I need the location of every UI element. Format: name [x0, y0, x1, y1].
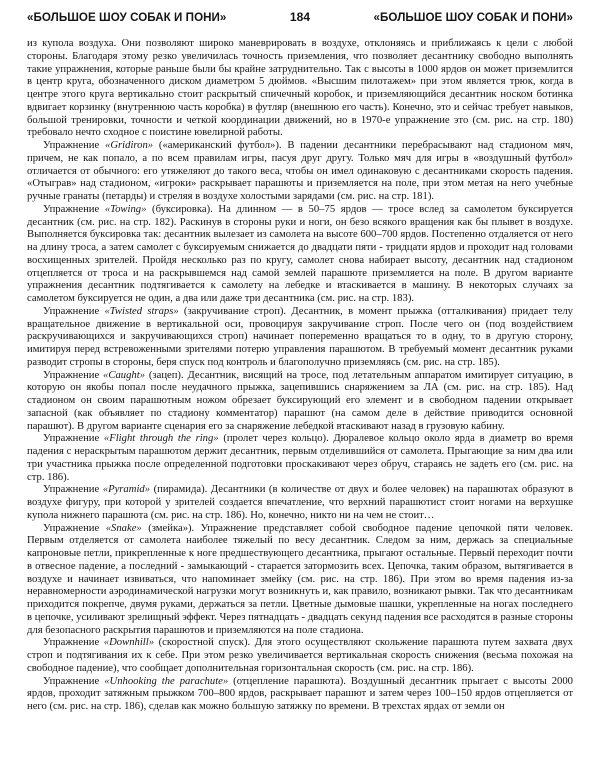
body-text: [27, 38, 573, 760]
exercise-name: «Snake»: [105, 522, 142, 534]
paragraph-gridiron: Упражнение «Gridiron» («американский футбол»). В падении десантники перебрасывают над стадионом мяч, причем, не как попало, а по всем правилам игры, пасуя друг другу. Только мяч для игры в «воздушный футбол» отличается от обычного: его утяжеляют до такого веса, чтобы он имел одинаковую с десантниками скорость падения. «Отыграв» над стадионом, «игроки» раскрывает парашюты и приземляется на поле, при этом метая на него учебные ручные гранаты (петарды) и стреляя в воздухе холостыми зарядами (см. рис. на стр. 181).: [27, 140, 573, 202]
exercise-name: «Pyramid»: [102, 484, 151, 496]
page-number: 184: [289, 10, 311, 24]
exercise-name: «Downhill»: [103, 637, 155, 649]
paragraph-downhill: Упражнение «Downhill» (скоростной спуск). Для этого осуществляют скольжение парашюта путем захвата двух строп и подтягивания их к себе. При этом резко увеличивается вертикальная скорость снижения (весьма похожая на свободное падение), что сообщает дополнительная горизонтальная скорость (см. рис. на стр. 186).: [27, 637, 573, 674]
exercise-name: «Twisted straps»: [104, 305, 179, 317]
exercise-name: «Towing»: [104, 203, 147, 215]
paragraph-towing: Упражнение «Towing» (буксировка). На длинном — в 50–75 ярдов — тросе вслед за самолетом буксируется десантник (см. рис. на стр. 182). Раскинув в стороны руки и ноги, он безо всякого вращения как бы плывет в воздухе. Выполняется буксировка так: десантник вылезает из самолета на высоте 600–700 ярдов. Постепенно отдаляется от него на длину троса, а затем самолет с буксируемым снижается до двадцати пяти - тридцати ярдов и проходит над головами восхищенных зрителей. Пройдя несколько раз по кругу, самолет снова набирает высоту, десантник над стадионом отцепляется от троса и на раскрывшемся над самой землей парашюте приземляется на поле. В другом варианте упражнения десантник подтягивается к самолету на лебедке и втаскивается в машину. В некоторых случаях за самолетом буксируется не один, а два или даже три десантника (см. рис. на стр. 183).: [27, 203, 573, 304]
header-right-title: «БОЛЬШОЕ ШОУ СОБАК И ПОНИ»: [373, 11, 573, 24]
paragraph-twisted-straps: Упражнение «Twisted straps» (закручивание строп). Десантник, в момент прыжка (отталкивания) придает телу вращательное движение в вертикальной оси, провоцируя закручивание строп. После чего он (под воздействием раскручивающихся и закручивающихся строп) начинает попеременно вращаться то в одну, то в другую сторону, имитируя перед встревоженными зрителями потерю управления парашютом. В требуемый момент десантник руками разводит стропы в стороны, беря спуск под контроль и благополучно приземляясь (см. рис. на стр. 185).: [27, 305, 573, 368]
exercise-name: «Caught»: [103, 369, 146, 381]
paragraph-1: из купола воздуха. Они позволяют широко маневрировать в воздухе, отклоняясь и приближаясь к цели с любой стороны. Благодаря этому резко увеличилась точность приземления, что позволяет десантнику свободно выполнять такие упражнения, которые раньше были бы крайне затруднительно. Так с высоты в 1000 ярдов он может приземлится в центр круга, обозначенного диском диаметром 5 дюймов. «Высшим пилотажем» при этом является трюк, когда в центре этого круга вертикально стоит раскрытый спичечный коробок, и приземляющийся десантник носком ботинка вдвигает корзинку (внутреннюю часть коробка) в футляр (внешнюю его часть). Конечно, это и сейчас требует навыков, большой тренировки, точности и четкой координации движений, но в 1970-е упражнение это (см. рис. на стр. 180) требовало нечто сходное с поистине ювелирной работы.: [27, 38, 573, 139]
exercise-name: «Gridiron»: [105, 140, 154, 151]
exercise-name: «Flight through the ring»: [103, 433, 219, 445]
exercise-name: «Unhooking the parachute»: [104, 675, 229, 687]
paragraph-unhooking: Упражнение «Unhooking the parachute» (отцепление парашюта). Воздушный десантник прыгает с высоты 2000 ярдов, проходит затяжным прыжком 700–800 ярдов, раскрывает парашют и затем через 100–150 ярдов отцепляется от него (см. рис. на стр. 186), сделав как можно большую затяжку по времени. В трехстах ярдах от земли он: [27, 675, 573, 712]
paragraph-caught: Упражнение «Caught» (зацеп). Десантник, висящий на тросе, под летательным аппаратом имитирует ситуацию, в которую он якобы попал после неудачного прыжка, зацепившись снаряжением за ЛА (см. рис. на стр. 185). Над стадионом он своим парашютным ножом обрезает буксирующий его элемент и в свободном падении открывает запасной (как объявляет по стадиону комментатор) парашют (на самом деле в действие приводится основной парашют). В другом варианте сценария его за снаряжение лебедкой втаскивают назад в грузовую кабину.: [27, 369, 573, 432]
paragraph-pyramid: Упражнение «Pyramid» (пирамида). Десантники (в количестве от двух и более человек) на парашютах образуют в воздухе фигуру, при которой у зрителей создается впечатление, что верхний парашютист стоит ногами на верхушке купола нижнего парашюта (см. рис. на стр. 186). Но, конечно, никто ни на чем не стоит…: [27, 484, 573, 521]
paragraph-snake: Упражнение «Snake» (змейка»). Упражнение представляет собой свободное падение цепочкой пяти человек. Первым отделяется от самолета наиболее тяжелый по весу десантник. Следом за ним, держась за специальные капроновые петли, прикрепленные к ноге предшествующего десантника, прыгают остальные. Первый переходит почти в отвесное падение, а последний - замыкающий - старается затормозить всех. Цепочка, таким образом, вытягивается в воздухе и начинает извиваться, что напоминает змейку (см. рис. на стр. 186). При этом во время падения из-за неравномерности аэродинамической нагрузки могут возникнуть и, как правило, возникают рывки. Так что десантникам приходится покрепче, двумя руками, держаться за петли. Цветные дымовые шашки, укрепленные на ногах последнего в цепочке, усиливают зрелищный эффект. Через пятнадцать - двадцать секунд падения все расходятся в разные стороны для безопасного раскрытия парашютов и приземляются на поле стадиона.: [27, 522, 573, 636]
paragraph-flight-ring: Упражнение «Flight through the ring» (пролет через кольцо). Дюралевое кольцо около ярда в диаметр во время падения с нераскрытым парашютом держит десантник, первым отделившийся от самолета. Прыгающие за ним два или три участника прыжка после определенной подготовки проскакивают через обруч, стараясь не задеть его (см. рис. на стр. 186).: [27, 433, 573, 483]
running-header: [27, 8, 573, 28]
header-left-title: «БОЛЬШОЕ ШОУ СОБАК И ПОНИ»: [27, 11, 227, 24]
